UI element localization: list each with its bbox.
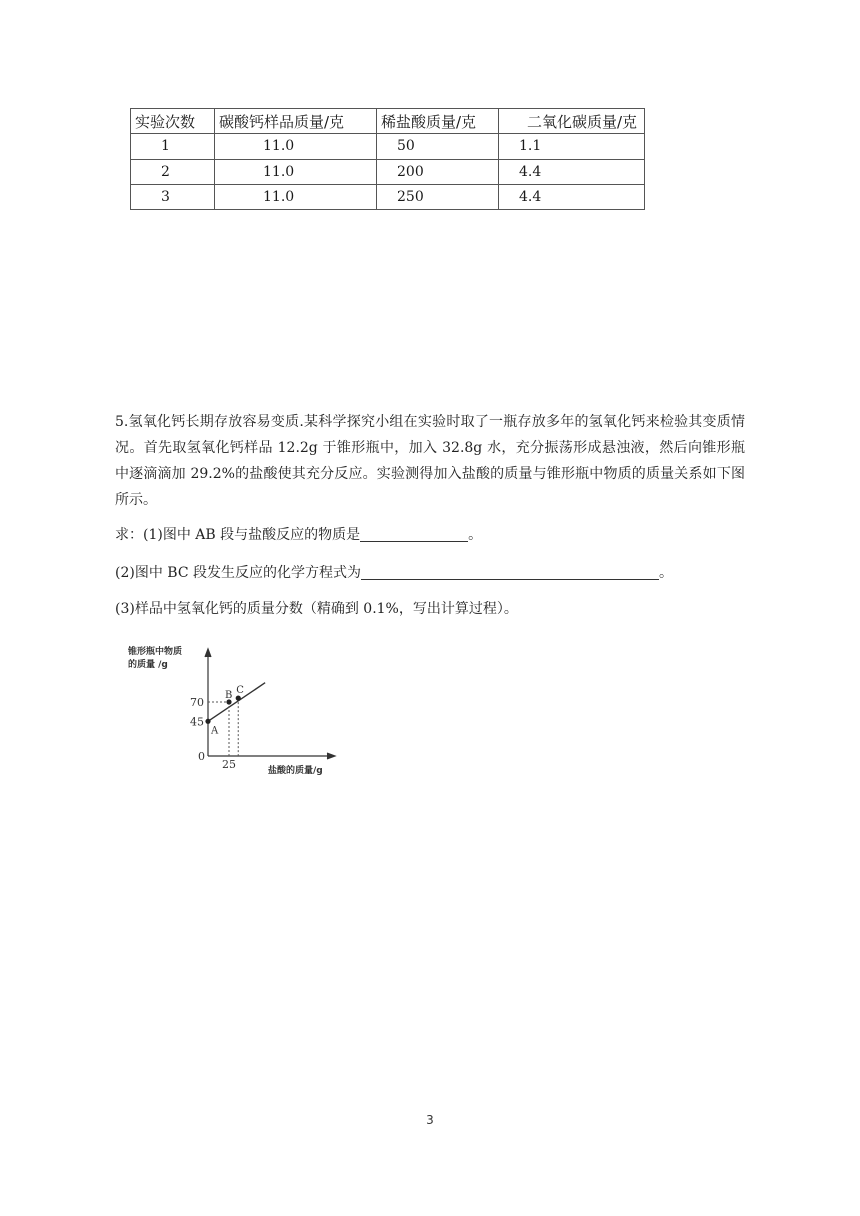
origin-label: 0 [198, 750, 205, 763]
question-1-text: 求：(1)图中 AB 段与盐酸反应的物质是 [115, 527, 361, 543]
mass-graph [128, 640, 348, 780]
table-cell: 11.0 [215, 184, 377, 209]
point-label-c: C [236, 685, 244, 697]
question-3: (3)样品中氢氧化钙的质量分数（精确到 0.1%，写出计算过程）。 [115, 601, 518, 617]
table-cell: 3 [131, 184, 215, 209]
table-cell: 50 [377, 134, 499, 159]
x-tick-label: 25 [222, 758, 236, 771]
y-tick-label: 45 [190, 715, 204, 729]
table-cell: 4.4 [499, 184, 645, 209]
y-axis-label-line1: 锥形瓶中物质 [128, 647, 183, 657]
table-row [131, 134, 645, 159]
point-label-b: B [225, 690, 233, 701]
point-c [236, 696, 241, 701]
table-cell: 11.0 [215, 159, 377, 184]
table-cell: 11.0 [215, 134, 377, 159]
question-1-end: 。 [468, 527, 483, 543]
table-cell: 200 [377, 159, 499, 184]
y-axis-arrow [205, 649, 211, 657]
y-axis-label-line2: 的质量 /g [128, 660, 168, 670]
y-tick-label: 70 [190, 696, 204, 709]
question-2 [115, 562, 673, 582]
question-2-text: (2)图中 BC 段发生反应的化学方程式为 [115, 565, 361, 581]
table-row [131, 159, 645, 184]
question-1 [115, 524, 482, 544]
header-co2-mass: 二氧化碳质量/克 [499, 109, 645, 134]
table-cell: 1.1 [499, 134, 645, 159]
x-axis-label: 盐酸的质量/g [268, 766, 323, 776]
page-number: 3 [426, 1113, 434, 1127]
question-2-end: 。 [659, 565, 673, 581]
table-row [131, 184, 645, 209]
table-cell: 2 [131, 159, 215, 184]
experiment-table-wrap [130, 108, 644, 210]
point-a [205, 719, 210, 724]
point-label-a: A [211, 725, 219, 737]
table-cell: 4.4 [499, 159, 645, 184]
header-acid-mass: 稀盐酸质量/克 [377, 109, 499, 134]
x-axis-arrow [327, 753, 335, 759]
experiment-table [130, 108, 645, 210]
table-cell: 250 [377, 184, 499, 209]
problem-intro: 5.氢氧化钙长期存放容易变质.某科学探究小组在实验时取了一瓶存放多年的氢氧化钙来检验其变质情况。首先取氢氧化钙样品 12.2g 于锥形瓶中，加入 32.8g 水，充分振荡形成悬浊液，然后向锥形瓶中逐滴滴加 29.2%的盐酸使其充分反应。实验测得加入盐酸的质量与锥形瓶中物质的质量关系如下图所示。 [115, 414, 745, 508]
table-cell: 1 [131, 134, 215, 159]
answer-blank-1[interactable] [360, 525, 468, 542]
header-sample-mass: 碳酸钙样品质量/克 [215, 109, 377, 134]
answer-blank-2[interactable] [361, 563, 659, 580]
table-header-row [131, 109, 645, 134]
axes [205, 649, 335, 759]
header-trial: 实验次数 [131, 109, 215, 134]
